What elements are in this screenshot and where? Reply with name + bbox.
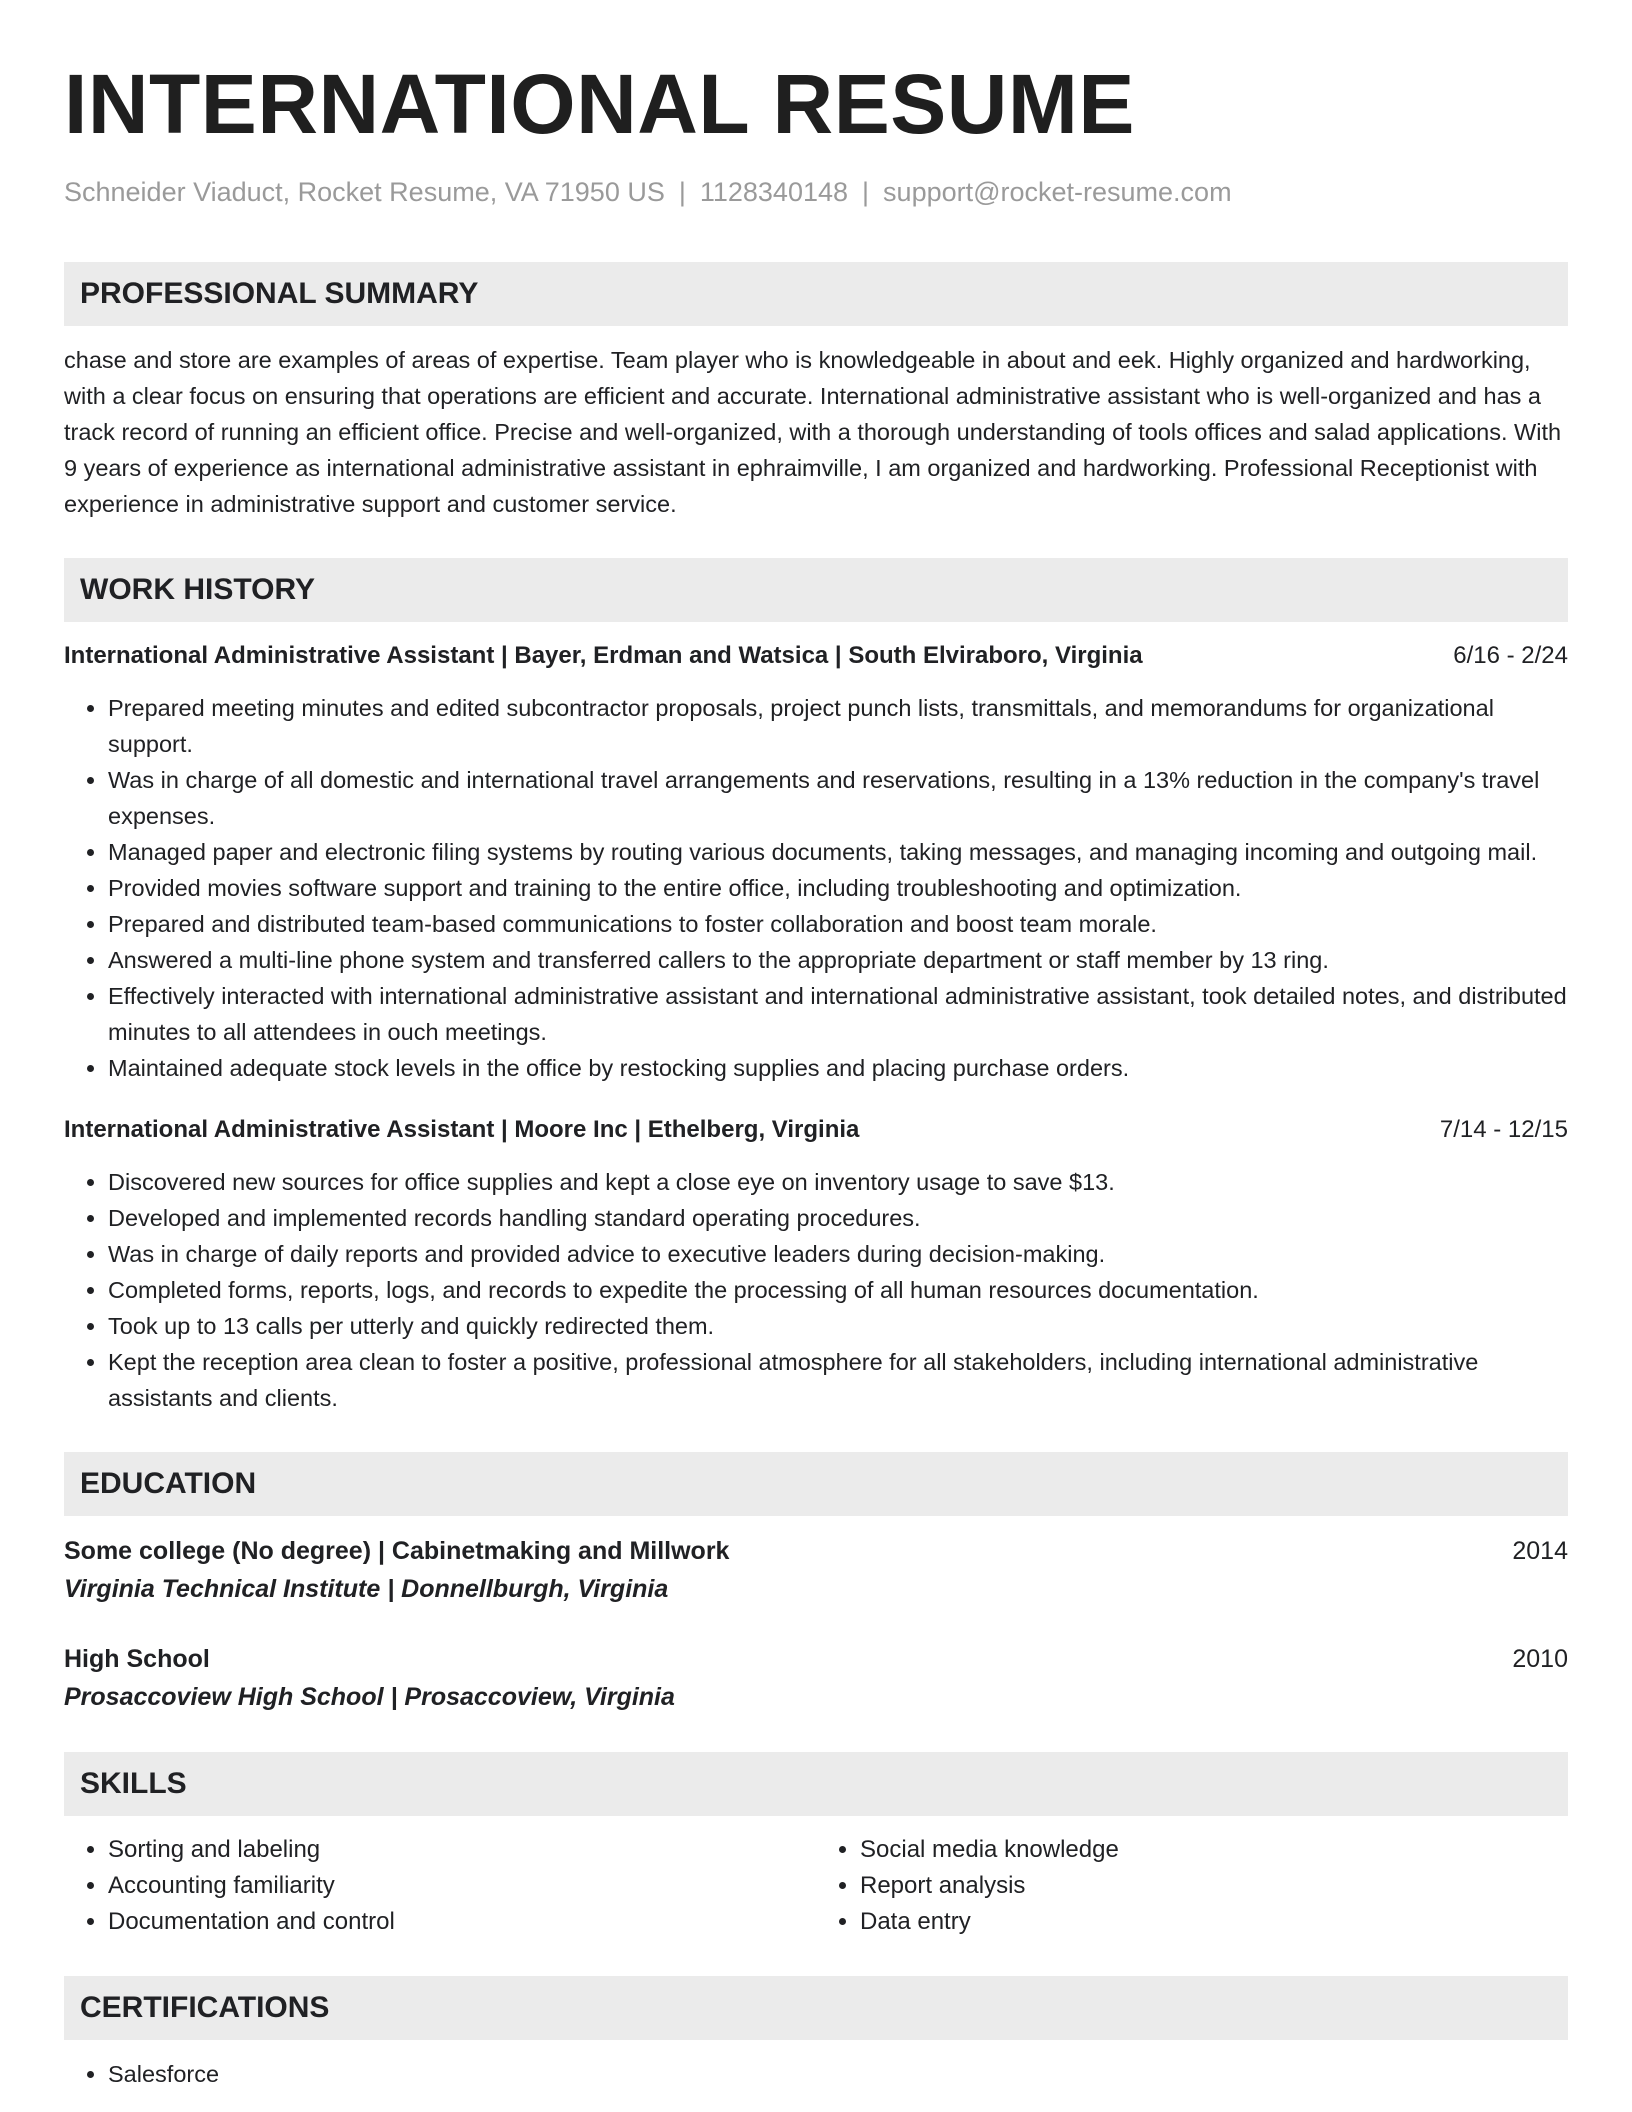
education-school: Virginia Technical Institute | Donnellburgh, Virginia <box>64 1575 669 1603</box>
summary-text: chase and store are examples of areas of expertise. Team player who is knowledgeable in about and eek. Highly organized and hardworking, with a clear focus on ensuring that operations are efficient and accurate. International administrative assistant who is well-organized and has a track record of running an efficient office. Precise and well-organized, with a thorough understanding of tools offices and salad applications. With 9 years of experience as international administrative assistant in ephraimville, I am organized and hardworking. Professional Receptionist with experience in administrative support and customer service. <box>64 347 1562 517</box>
job-bullet: • Was in charge of all domestic and international travel arrangements and reservations, resulting in a 13% reduction in the company's travel expenses. <box>108 762 1568 834</box>
job-dates: 7/14 - 12/15 <box>1439 1116 1568 1143</box>
section-heading-work: WORK HISTORY <box>64 558 1568 622</box>
resume-title: INTERNATIONAL RESUME <box>64 57 1135 151</box>
job-bullet: • Prepared meeting minutes and edited subcontractor proposals, project punch lists, transmittals, and memorandums for organizational support. <box>108 690 1568 762</box>
education-school: Prosaccoview High School | Prosaccoview, Virginia <box>64 1683 675 1711</box>
job-header <box>64 638 1568 674</box>
job-bullet: • Managed paper and electronic filing systems by routing various documents, taking messages, and managing incoming and outgoing mail. <box>108 834 1568 870</box>
job-bullet: • Discovered new sources for office supplies and kept a close eye on inventory usage to save $13. <box>108 1164 1568 1200</box>
skill-item: • Report analysis <box>860 1868 1568 1904</box>
job-bullets <box>64 1164 1568 1416</box>
job-bullet: • Kept the reception area clean to foster a positive, professional atmosphere for all stakeholders, including international administrative assistants and clients. <box>108 1344 1568 1416</box>
contact-separator: | <box>862 177 870 207</box>
education-header <box>64 1532 1568 1570</box>
job-bullet: • Answered a multi-line phone system and transferred callers to the appropriate department or staff member by 13 ring. <box>108 942 1568 978</box>
job-dates: 6/16 - 2/24 <box>1453 642 1568 669</box>
job-bullet: • Prepared and distributed team-based communications to foster collaboration and boost team morale. <box>108 906 1568 942</box>
education-year: 2010 <box>1512 1645 1568 1673</box>
education-degree: High School <box>64 1645 210 1673</box>
skill-item: • Documentation and control <box>108 1904 816 1940</box>
job-bullet: • Was in charge of daily reports and provided advice to executive leaders during decision-making. <box>108 1236 1568 1272</box>
job-bullet: • Maintained adequate stock levels in the office by restocking supplies and placing purchase orders. <box>108 1050 1568 1086</box>
contact-phone: 1128340148 <box>699 177 849 207</box>
skill-item: • Data entry <box>860 1904 1568 1940</box>
section-heading-skills: SKILLS <box>64 1752 1568 1816</box>
section-heading-certifications: CERTIFICATIONS <box>64 1976 1568 2040</box>
job-bullet: • Took up to 13 calls per utterly and quickly redirected them. <box>108 1308 1568 1344</box>
job-header <box>64 1112 1568 1148</box>
job-title: International Administrative Assistant | Bayer, Erdman and Watsica | South Elviraboro, Virginia <box>64 642 1143 669</box>
section-heading-education: EDUCATION <box>64 1452 1568 1516</box>
job-bullet: • Completed forms, reports, logs, and records to expedite the processing of all human resources documentation. <box>108 1272 1568 1308</box>
job-bullet: • Developed and implemented records handling standard operating procedures. <box>108 1200 1568 1236</box>
skill-item: • Social media knowledge <box>860 1832 1568 1868</box>
job-bullets <box>64 690 1568 1086</box>
skills-column-left <box>64 1832 816 1940</box>
contact-address: Schneider Viaduct, Rocket Resume, VA 71950 US <box>64 177 665 207</box>
skill-item: • Accounting familiarity <box>108 1868 816 1904</box>
job-bullet: • Effectively interacted with international administrative assistant and international administrative assistant, took detailed notes, and distributed minutes to all attendees in ouch meetings. <box>108 978 1568 1050</box>
job-bullet: • Provided movies software support and training to the entire office, including troubleshooting and optimization. <box>108 870 1568 906</box>
contact-separator: | <box>678 177 686 207</box>
contact-line <box>64 174 1568 210</box>
job-title: International Administrative Assistant | Moore Inc | Ethelberg, Virginia <box>64 1116 860 1143</box>
skills-column-right <box>816 1832 1568 1940</box>
education-degree: Some college (No degree) | Cabinetmaking and Millwork <box>64 1537 730 1565</box>
education-year: 2014 <box>1512 1537 1568 1565</box>
contact-email: support@rocket-resume.com <box>883 177 1232 207</box>
skills-list <box>64 1832 1568 1940</box>
education-header <box>64 1640 1568 1678</box>
certification-item: • Salesforce <box>108 2056 1568 2092</box>
section-heading-summary: PROFESSIONAL SUMMARY <box>64 262 1568 326</box>
skill-item: • Sorting and labeling <box>108 1832 816 1868</box>
certifications-list <box>64 2056 1568 2092</box>
